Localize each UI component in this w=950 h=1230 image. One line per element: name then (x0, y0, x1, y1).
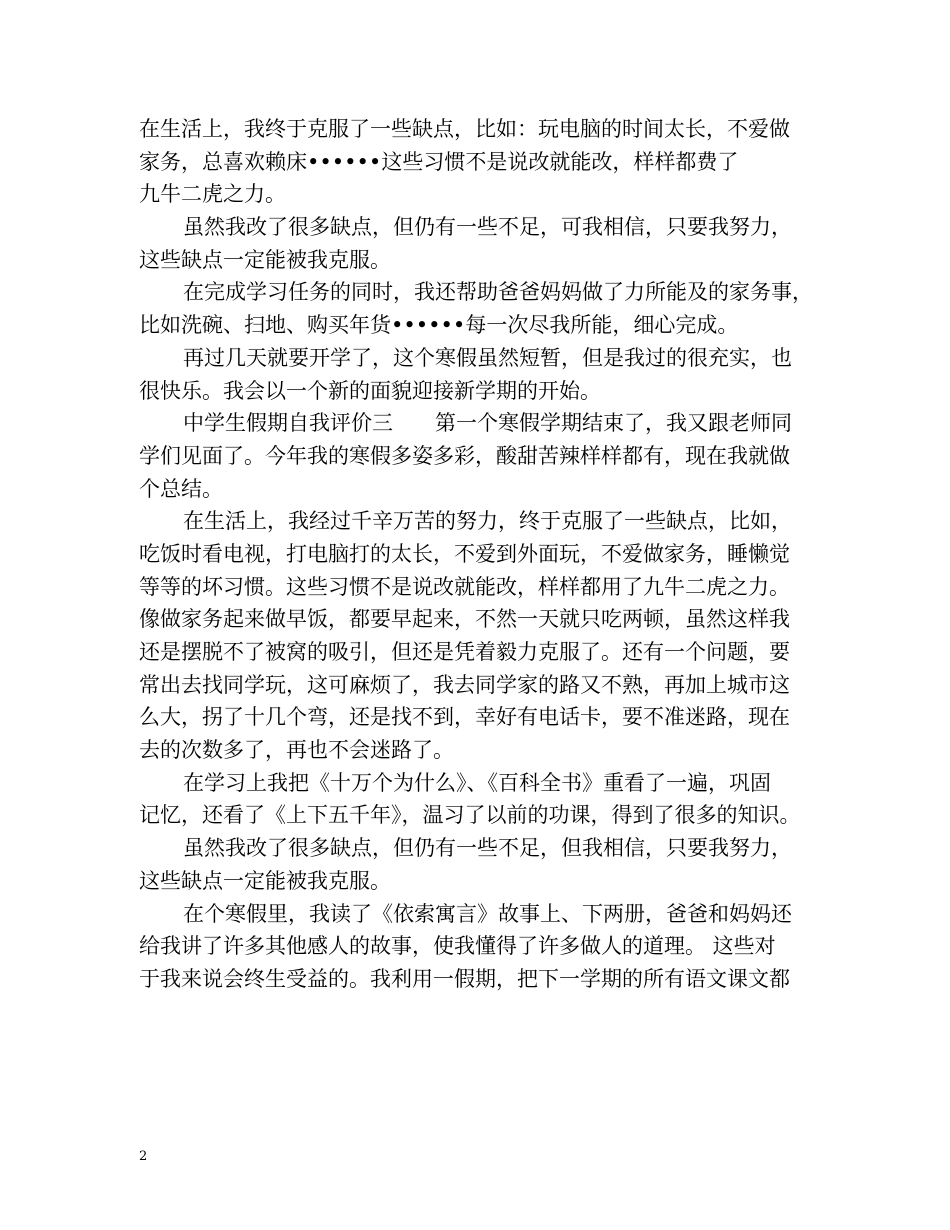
text-line: 九牛二虎之力。 (139, 182, 286, 207)
text-line: 家务，总喜欢赖床••••••这些习惯不是说改就能改，样样都费了 (139, 149, 739, 174)
text-line: 去的次数多了，再也不会迷路了。 (139, 738, 454, 763)
text-line: 在学习上我把《十万个为什么》、《百科全书》重看了一遍，巩固 (183, 770, 771, 795)
text-line: 比如洗碗、扫地、购买年货••••••每一次尽我所能，细心完成。 (139, 313, 739, 338)
paragraph (139, 211, 829, 276)
text-line: 等等的坏习惯。这些习惯不是说改就能改，样样都用了九牛二虎之力。 (139, 574, 790, 599)
page-number: 2 (139, 1149, 148, 1164)
text-line: 很快乐。我会以一个新的面貌迎接新学期的开始。 (139, 378, 601, 403)
text-line: 再过几天就要开学了，这个寒假虽然短暂，但是我过的很充实，也 (183, 345, 792, 370)
text-line: 还是摆脱不了被窝的吸引，但还是凭着毅力克服了。还有一个问题，要 (139, 640, 790, 664)
text-line: 在个寒假里，我读了《依索寓言》故事上、下两册，爸爸和妈妈还 (183, 901, 792, 926)
text-line: 学们见面了。今年我的寒假多姿多彩，酸甜苦辣样样都有，现在我就做 (139, 443, 790, 468)
text-line: 么大，拐了十几个弯，还是找不到，幸好有电话卡，要不准迷路，现在 (139, 705, 790, 730)
text-line: 这些缺点一定能被我克服。 (139, 247, 391, 272)
text-line: 在生活上，我终于克服了一些缺点，比如：玩电脑的时间太长，不爱做 (139, 117, 790, 141)
text-line: 在完成学习任务的同时，我还帮助爸爸妈妈做了力所能及的家务事， (183, 280, 813, 305)
text-line: 记忆，还看了《上下五千年》，温习了以前的功课，得到了很多的知识。 (139, 803, 801, 828)
text-line: 虽然我改了很多缺点，但仍有一些不足，但我相信，只要我努力， (183, 836, 792, 861)
text-line: 常出去找同学玩，这可麻烦了，我去同学家的路又不熟，再加上城市这 (139, 672, 790, 697)
text-line: 虽然我改了很多缺点，但仍有一些不足，可我相信，只要我努力， (183, 215, 792, 240)
text-line: 个总结。 (139, 476, 223, 501)
document-body (139, 113, 829, 996)
paragraph (139, 898, 829, 996)
text-line: 像做家务起来做早饭，都要早起来，不然一天就只吃两顿，虽然这样我 (139, 607, 790, 632)
text-line: 这些缺点一定能被我克服。 (139, 868, 391, 893)
paragraph (139, 276, 829, 341)
text-line: 在生活上，我经过千辛万苦的努力，终于克服了一些缺点，比如， (183, 509, 792, 534)
text-line: 吃饭时看电视，打电脑打的太长，不爱到外面玩，不爱做家务，睡懒觉 (139, 541, 790, 566)
paragraph (139, 832, 829, 897)
text-line: 于我来说会终生受益的。我利用一假期，把下一学期的所有语文课文都 (139, 966, 790, 991)
paragraph (139, 767, 829, 832)
paragraph (139, 113, 829, 211)
text-line: 给我讲了许多其他感人的故事，使我懂得了许多做人的道理。 这些对 (139, 934, 776, 959)
paragraph (139, 342, 829, 407)
paragraph (139, 505, 829, 767)
text-line: 中学生假期自我评价三 第一个寒假学期结束了，我又跟老师同 (183, 411, 792, 436)
paragraph (139, 407, 829, 505)
